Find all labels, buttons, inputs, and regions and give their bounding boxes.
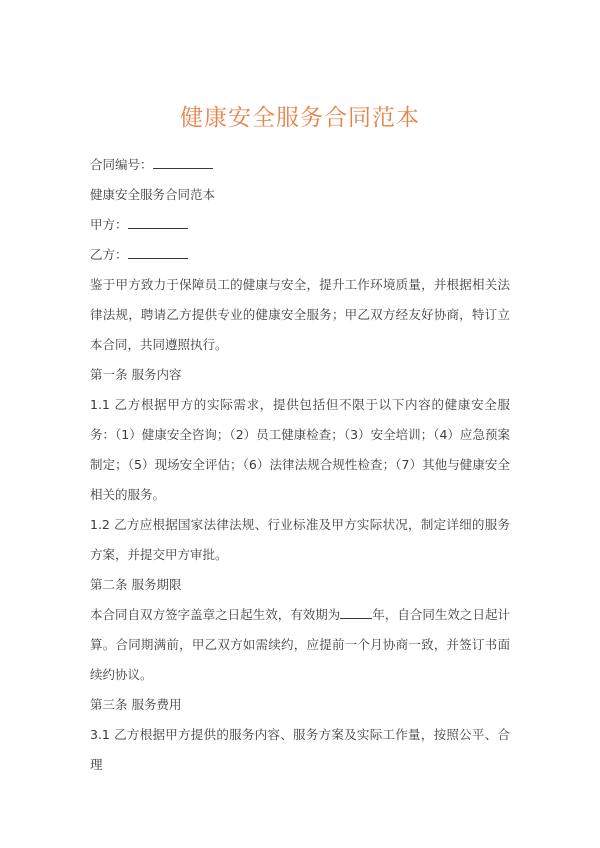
article-2-heading: 第二条 服务期限 [90,577,182,592]
term-years-blank [340,604,372,619]
party-a-line [90,210,510,240]
clause-1-1: 1.1 乙方根据甲方的实际需求，提供包括但不限于以下内容的健康安全服务：（1）健康安全咨询；（2）员工健康检查；（3）安全培训；（4）应急预案制定；（5）现场安全评估；（6）法律法规合规性检查；（7）其他与健康安全相关的服务。 [90,397,510,502]
party-b-line [90,240,510,270]
clause-1-2: 1.2 乙方应根据国家法律法规、行业标准及甲方实际状况，制定详细的服务方案，并提交甲方审批。 [90,517,510,562]
document-title: 健康安全服务合同范本 [180,105,420,131]
clause-3-1: 3.1 乙方根据甲方提供的服务内容、服务方案及实际工作量，按照公平、合理 [90,727,510,772]
contract-number-label: 合同编号： [90,157,153,172]
document-subtitle: 健康安全服务合同范本 [90,187,216,202]
party-b-label: 乙方： [90,247,128,262]
contract-number-line [90,150,510,180]
article-1-heading: 第一条 服务内容 [90,367,182,382]
contract-number-blank [153,154,213,169]
party-a-label: 甲方： [90,217,128,232]
term-text-part-1: 本合同自双方签字盖章之日起生效，有效期为 [90,607,341,622]
term-text-part-2: 年，自合同生效之日起计算。合同期满前，甲乙双方如需续约，应提前一个月协商一致，并签订书面续约协议。 [90,607,510,682]
party-a-blank [128,214,188,229]
term-paragraph [90,600,510,690]
document-body [90,150,510,780]
preamble-paragraph: 鉴于甲方致力于保障员工的健康与安全，提升工作环境质量，并根据相关法律法规，聘请乙方提供专业的健康安全服务；甲乙双方经友好协商，特订立本合同，共同遵照执行。 [90,277,510,352]
article-3-heading: 第三条 服务费用 [90,697,182,712]
party-b-blank [128,244,188,259]
